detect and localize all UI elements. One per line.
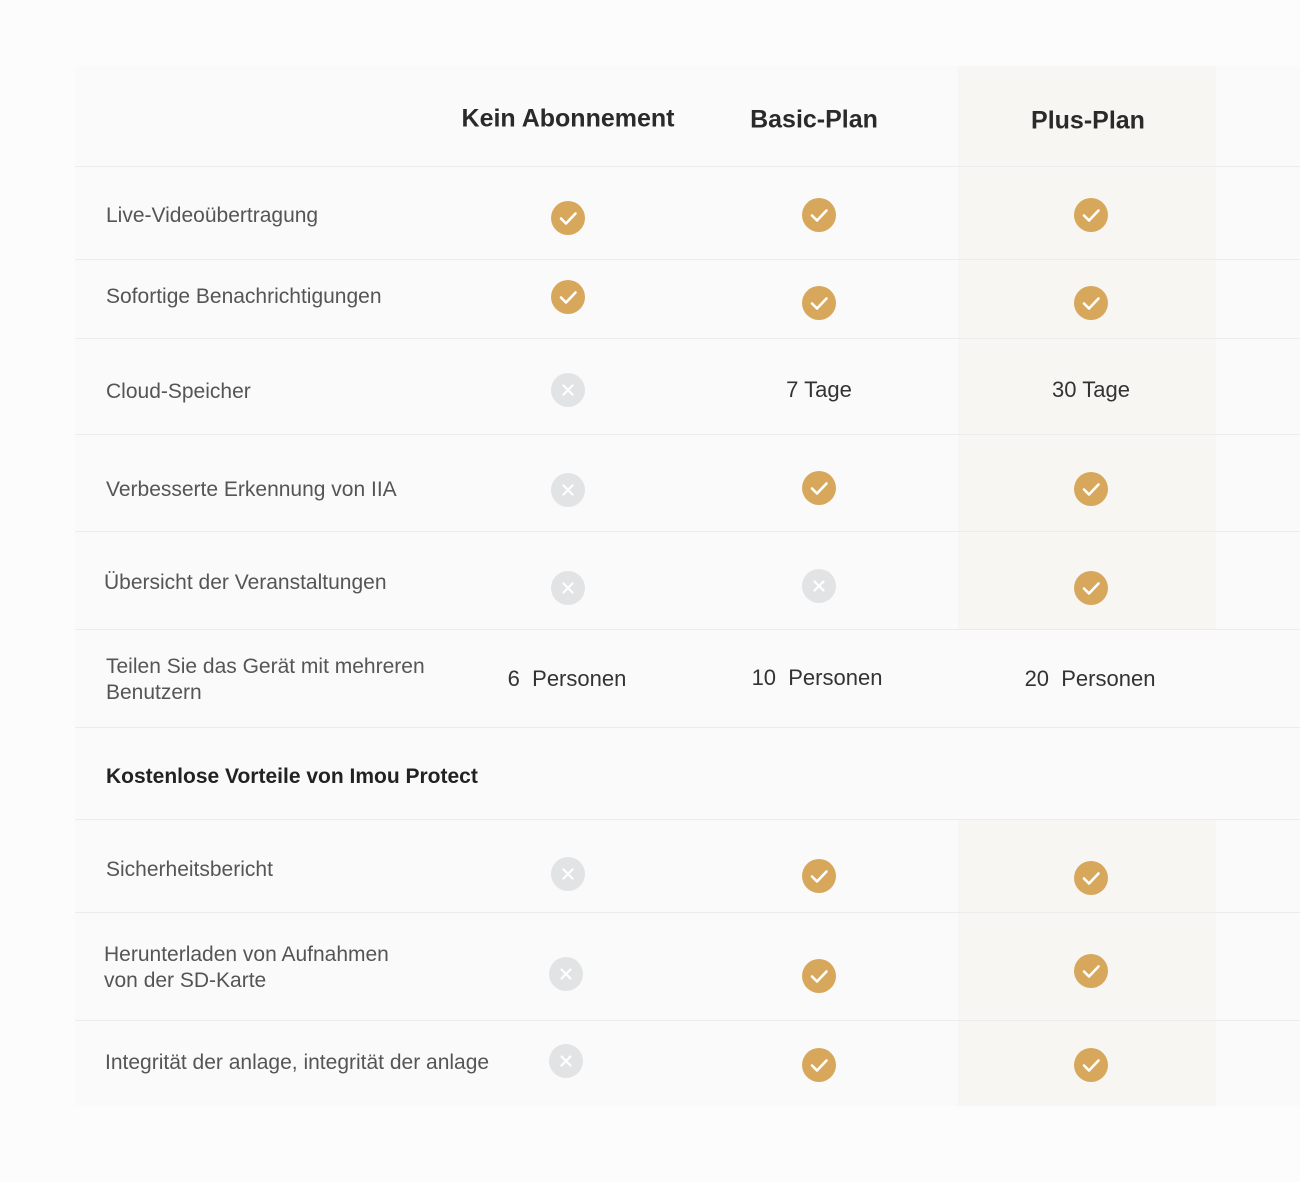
check-icon <box>1074 1048 1108 1082</box>
plan-value-text: 6 Personen <box>507 666 627 691</box>
plan-value-text: 10 Personen <box>751 665 883 690</box>
feature-label: Integrität der anlage, integrität der anlage <box>105 1051 490 1074</box>
feature-row <box>75 913 1300 1021</box>
plan-value <box>1025 666 1156 692</box>
plan-cell <box>551 571 585 605</box>
plan-title-basic: Basic-Plan <box>750 105 878 134</box>
plan-value-text: 20 Personen <box>1024 666 1156 691</box>
plan-cell <box>802 286 836 320</box>
check-icon <box>551 201 585 235</box>
plan-cell <box>551 857 585 891</box>
check-icon <box>1074 198 1108 232</box>
feature-row <box>75 532 1300 630</box>
check-icon <box>1074 954 1108 988</box>
feature-row <box>75 260 1300 339</box>
feature-row <box>75 339 1300 435</box>
feature-row <box>75 435 1300 532</box>
plan-cell <box>551 473 585 507</box>
feature-row <box>75 820 1300 913</box>
cross-icon <box>551 857 585 891</box>
check-icon <box>802 1048 836 1082</box>
plan-cell <box>802 859 836 893</box>
plan-cell <box>1074 571 1108 605</box>
feature-row <box>75 1021 1300 1106</box>
check-icon <box>1074 861 1108 895</box>
plan-cell <box>1074 286 1108 320</box>
feature-label: Teilen Sie das Gerät mit mehreren Benutzern <box>106 655 425 704</box>
plan-value <box>752 665 883 691</box>
plan-cell <box>1074 954 1108 988</box>
check-icon <box>802 959 836 993</box>
plan-value <box>786 377 852 403</box>
feature-label: Sicherheitsbericht <box>106 858 273 881</box>
plan-cell <box>802 471 836 505</box>
check-icon <box>802 286 836 320</box>
plan-cell <box>549 1044 583 1078</box>
plan-cell <box>802 569 836 603</box>
feature-label: Verbesserte Erkennung von IIA <box>106 478 397 501</box>
cross-icon <box>549 1044 583 1078</box>
cross-icon <box>551 571 585 605</box>
check-icon <box>1074 571 1108 605</box>
plan-cell <box>802 198 836 232</box>
plan-cell <box>551 201 585 235</box>
plan-cell <box>802 1048 836 1082</box>
feature-label: Live-Videoübertragung <box>106 204 319 227</box>
header-row <box>75 66 1300 167</box>
plan-cell <box>1074 1048 1108 1082</box>
plan-cell <box>1074 198 1108 232</box>
plan-cell <box>802 959 836 993</box>
check-icon <box>802 859 836 893</box>
plan-cell <box>551 373 585 407</box>
check-icon <box>802 198 836 232</box>
cross-icon <box>551 473 585 507</box>
plan-title-none: Kein Abonnement <box>461 104 675 133</box>
check-icon <box>1074 286 1108 320</box>
check-icon <box>551 280 585 314</box>
feature-label: Übersicht der Veranstaltungen <box>104 571 387 594</box>
plan-value <box>508 666 627 692</box>
plan-value-text: 7 Tage <box>786 377 852 402</box>
feature-label: Cloud-Speicher <box>106 380 251 403</box>
check-icon <box>1074 472 1108 506</box>
feature-row <box>75 167 1300 260</box>
comparison-table <box>75 66 1300 1106</box>
plan-value <box>1052 377 1130 403</box>
cross-icon <box>551 373 585 407</box>
check-icon <box>802 471 836 505</box>
plan-cell <box>549 957 583 991</box>
feature-row <box>75 630 1300 728</box>
plan-value-text: 30 Tage <box>1052 377 1130 402</box>
section-header-row <box>75 728 1300 820</box>
feature-label: Herunterladen von Aufnahmen von der SD-Karte <box>104 943 389 992</box>
plan-cell <box>1074 472 1108 506</box>
plan-title-plus: Plus-Plan <box>1031 106 1145 135</box>
cross-icon <box>549 957 583 991</box>
plan-cell <box>1074 861 1108 895</box>
cross-icon <box>802 569 836 603</box>
feature-label: Sofortige Benachrichtigungen <box>106 285 382 308</box>
section-title: Kostenlose Vorteile von Imou Protect <box>106 765 478 788</box>
plan-cell <box>551 280 585 314</box>
